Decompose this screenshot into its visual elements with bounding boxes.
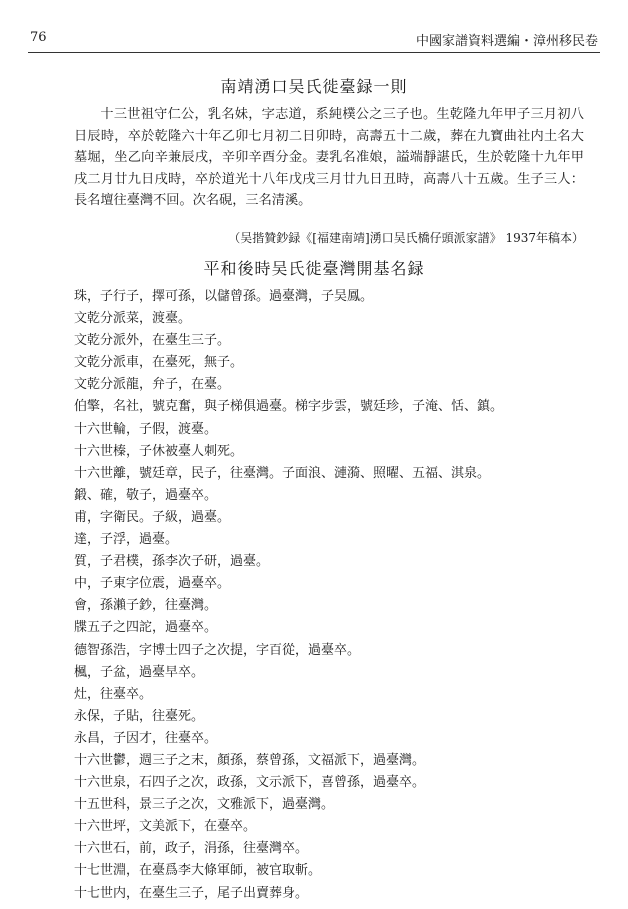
list-item: 十七世淵，在臺爲李大條軍師，被官取斬。 <box>74 863 322 879</box>
list-item: 文乾分派車，在臺死，無子。 <box>74 355 244 371</box>
list-item: 永昌，子因才，往臺卒。 <box>74 730 218 746</box>
genealogy-paragraph: 十三世祖守仁公，乳名妹，字志道，系純樸公之三子也。生乾隆九年甲子三月初八日辰時，卒於乾隆六十年乙卯七月初二日卯時，高壽五十二歲，葬在九寶曲社内土名大墓堀，坐乙向辛兼辰戌，辛卯辛酉分金。妻乳名准娘，謚端靜諶氏，生於乾隆十九年甲戌二月廿九日戌時，卒於道光十八年戊戌三月廿九日丑時，高壽八十五歲。生子三人：長名壇往臺灣不回。次名硯，三名清溪。 <box>74 107 584 208</box>
list-item: 伯擎，名社，號克奮，與子梯俱過臺。梯字步雲，號廷珍，子淹、恬、鎮。 <box>74 399 504 415</box>
page-header <box>28 30 600 53</box>
list-item: 十六世鬱，週三子之末，顏孫，蔡曾孫，文福派下，過臺灣。 <box>74 752 426 768</box>
list-item: 德智孫浩，字博士四子之次提，字百從，過臺卒。 <box>74 642 361 658</box>
migrant-name-list <box>74 286 503 905</box>
list-item: 牒五子之四詑，過臺卒。 <box>74 620 218 636</box>
list-item: 十七世内，在臺生三子，尾子出賣葬身。 <box>74 885 309 901</box>
list-item: 十六世石，前，政子，涓孫，往臺灣卒。 <box>74 841 309 857</box>
list-item: 灶，往臺卒。 <box>74 686 153 702</box>
list-item: 文乾分派菜，渡臺。 <box>74 311 192 327</box>
list-item: 會，孫瀨子鈔，往臺灣。 <box>74 598 218 614</box>
page-number: 76 <box>30 30 47 45</box>
list-item: 文乾分派龍，弁子，在臺。 <box>74 377 231 393</box>
section-title-1: 南靖湧口吴氏徙臺録一則 <box>220 77 408 96</box>
list-item: 珠，子行子，擇可孫，以儲曾孫。過臺灣，子吴鳳。 <box>74 289 374 304</box>
list-item: 文乾分派外，在臺生三子。 <box>74 333 231 349</box>
list-item: 十六世離，號廷章，民子，往臺灣。子面浪、漣漪、照曜、五福、淇泉。 <box>74 465 491 481</box>
list-item: 十六世榛，子休被臺人刺死。 <box>74 443 244 459</box>
list-item: 達，子浮，過臺。 <box>74 532 179 548</box>
list-item: 十六世泉，石四子之次，政孫，文示派下，喜曾孫，過臺卒。 <box>74 775 426 791</box>
list-item: 十六世坪，文美派下，在臺卒。 <box>74 819 257 835</box>
list-item: 永保，子貼，往臺死。 <box>74 708 205 724</box>
list-item: 十六世輪，子假，渡臺。 <box>74 421 218 437</box>
list-item: 甫，字衛民。子級，過臺。 <box>74 509 231 525</box>
section-title-2: 平和後時吴氏徙臺灣開基名録 <box>203 259 425 278</box>
list-item: 中，子東字位震，過臺卒。 <box>74 576 231 592</box>
source-citation: （吴揩贊鈔録《[福建南靖]湧口吴氏橋仔頭派家譜》 1937年稿本） <box>228 231 584 245</box>
list-item: 十五世科，景三子之次，文雅派下，過臺灣。 <box>74 797 335 813</box>
list-item: 質，子君樸，孫李次子研，過臺。 <box>74 554 270 570</box>
list-item: 楓，子盆，過臺早卒。 <box>74 664 205 680</box>
series-title: 中國家譜資料選編・漳州移民卷 <box>415 34 598 49</box>
list-item: 鍛、確，敬子，過臺卒。 <box>74 487 218 503</box>
